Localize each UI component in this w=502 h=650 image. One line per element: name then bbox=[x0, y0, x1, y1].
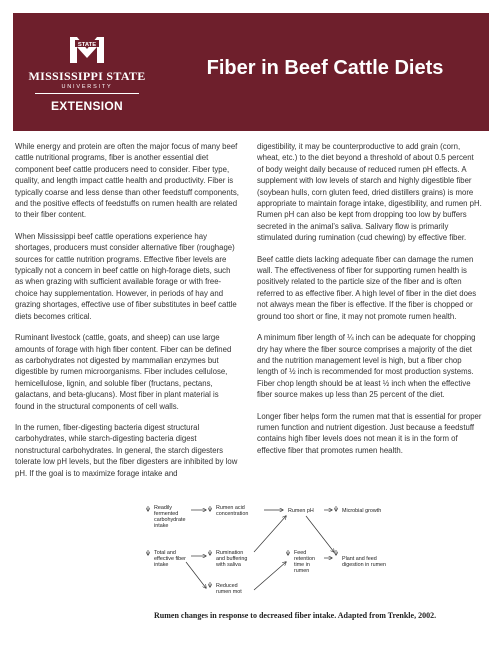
logo-state-text: STATE bbox=[77, 41, 97, 48]
state-m-logo-icon bbox=[68, 31, 106, 65]
node-reduced-motility: Reduced rumen mot bbox=[216, 583, 242, 595]
arrow-ph-to-digestion bbox=[306, 516, 334, 552]
arrow-fiber-to-motility bbox=[186, 562, 206, 588]
arrow-rumination-to-ph bbox=[254, 516, 286, 552]
node-carb-intake: Readily fermented carbohydrate intake bbox=[154, 505, 186, 529]
node-rumination: Rumination and buffering with saliva bbox=[216, 550, 248, 568]
arrow-motility-to-feedtime bbox=[254, 562, 286, 590]
right-column bbox=[257, 141, 482, 466]
msu-extension-logo bbox=[13, 13, 161, 131]
paragraph: In the rumen, fiber-digesting bacteria digest structural carbohydrates, while starch-digesting bacteria digest nonstructural carbohydrates. In general, the starch digesters tolerate low pH levels, but the fiber digesters are inhibited by low pH. If the goal is to maximize forage intake and bbox=[15, 422, 238, 478]
node-fiber-intake: Total and effective fiber intake bbox=[154, 550, 186, 568]
paragraph: Longer fiber helps form the rumen mat that is essential for proper rumen function and nutrient digestion. Just because a feedstuff contains high fiber levels does not mean it is in the form of effective fiber that promotes rumen health. bbox=[257, 411, 482, 455]
paragraph: Beef cattle diets lacking adequate fiber can damage the rumen wall. The effectiveness of fiber for supporting rumen health is positively related to the particle size of the fiber and is often referred to as effective fiber. A high level of fiber in the diet does not always mean the fiber is effective. If the fiber is chopped or ground too short or fine, it may not promote rumen health. bbox=[257, 254, 477, 321]
logo-name: MISSISSIPPI STATE bbox=[28, 69, 146, 83]
left-column bbox=[15, 141, 240, 489]
logo-extension: EXTENSION bbox=[50, 99, 124, 113]
logo-university: UNIVERSITY bbox=[61, 84, 113, 90]
page-title: Fiber in Beef Cattle Diets bbox=[206, 57, 444, 79]
node-rumen-ph: Rumen pH bbox=[288, 508, 314, 514]
paragraph: A minimum fiber length of ¼ inch can be adequate for chopping dry hay where the fiber source comprises a majority of the diet and the nutrition management level is high, but a fiber chop length of ½ inch is recommended for most production systems. Fiber chop length should be at least ½ inch when the effective fiber source makes up less than 25 percent of the diet. bbox=[257, 333, 476, 400]
rumen-flow-diagram bbox=[146, 502, 386, 606]
figure-caption: Rumen changes in response to decreased fiber intake. Adapted from Trenkle, 2002. bbox=[154, 611, 437, 620]
header-banner bbox=[13, 13, 489, 131]
paragraph: When Mississippi beef cattle operations experience hay shortages, producers must consider alternative fiber (roughage) sources for cattle nutrition programs. Effective fiber levels are typically not a concern in beef cattle on high-forage diets, such as when grazing with sufficient available forage or with free-choice hay supplementation. However, in periods of hay and grazing shortages, effective use of fiber substitutes in beef cattle diets becomes critical. bbox=[15, 231, 237, 321]
rumen-flow-svg bbox=[146, 502, 386, 606]
node-rumen-acid: Rumen acid concentration bbox=[216, 505, 249, 517]
paragraph: digestibility, it may be counterproductive to add grain (corn, wheat, etc.) to the diet beyond a threshold of about 0.5 percent of body weight daily because of reduced rumen pH effects. A supplement with low levels of starch and highly digestible fiber (soybean hulls, corn gluten feed, dried distillers grains) is more appropriate to maintain forage intake, digestibility, and rumen pH. Rumen pH can also be kept from dropping too low by buffers secreted in the animal’s saliva. Salivary flow is primarily stimulated during rumination (cud chewing) by effective fiber. bbox=[257, 142, 482, 243]
node-feed-retention: Feed retention time in rumen bbox=[294, 550, 315, 574]
node-digestion: Plant and feed digestion in rumen bbox=[342, 556, 386, 568]
node-microbial-growth: Microbial growth bbox=[342, 508, 382, 514]
logo-divider bbox=[35, 93, 139, 94]
paragraph: Ruminant livestock (cattle, goats, and sheep) can use large amounts of forage with high fiber content. Fiber can be defined as carbohydrates not digested by mammalian enzymes but digestible by rumen microorganisms. Fiber includes cellulose, hemicellulose, lignin, and soluble fiber (fructans, pectans, galactans, and beta-glucans). Most fiber in plant material is found in the structural components of cell walls. bbox=[15, 333, 232, 411]
paragraph: While energy and protein are often the major focus of many beef cattle nutritional programs, fiber is another essential diet component beef cattle producers need to consider. Fiber type, quality, and length impact cattle health and productivity. Fiber is typically coarse and less dense than other feedstuff components, and the positive effects of feedstuffs on rumen health are related to their fiber content. bbox=[15, 142, 239, 220]
